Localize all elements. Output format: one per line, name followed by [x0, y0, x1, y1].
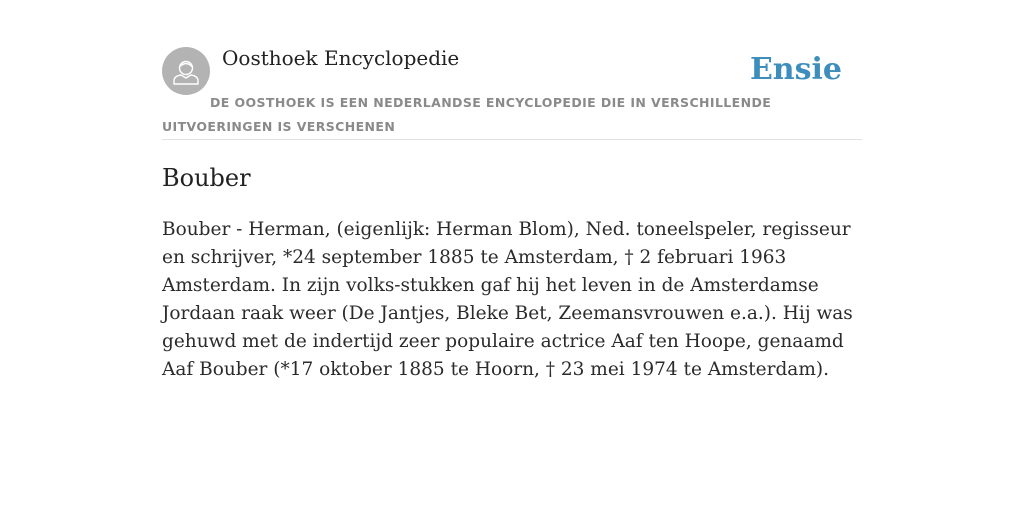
site-tagline: DE OOSTHOEK IS EEN NEDERLANDSE ENCYCLOPEDIE DIE IN VERSCHILLENDE UITVOERINGEN IS VERSCHENEN	[162, 95, 772, 134]
article	[162, 160, 862, 380]
article-body: Bouber - Herman, (eigenlijk: Herman Blom), Ned. toneelspeler, regisseur en schrijver, *24 september 1885 te Amsterdam, † 2 februari 1963 Amsterdam. In zijn volks-stukken gaf hij het leven in de Amsterdamse Jordaan raak weer (De Jantjes, Bleke Bet, Zeemansvrouwen e.a.). Hij was gehuwd met de indertijd zeer populaire actrice Aaf ten Hoope, genaamd Aaf Bouber (*17 oktober 1885 te Hoorn, † 23 mei 1974 te Amsterdam).	[162, 219, 853, 380]
article-title: Bouber	[162, 164, 251, 192]
brand-logo[interactable]: Ensie	[749, 52, 842, 87]
user-avatar-icon[interactable]	[162, 47, 210, 95]
site-title[interactable]: Oosthoek Encyclopedie	[222, 46, 460, 70]
header-divider	[162, 139, 862, 140]
